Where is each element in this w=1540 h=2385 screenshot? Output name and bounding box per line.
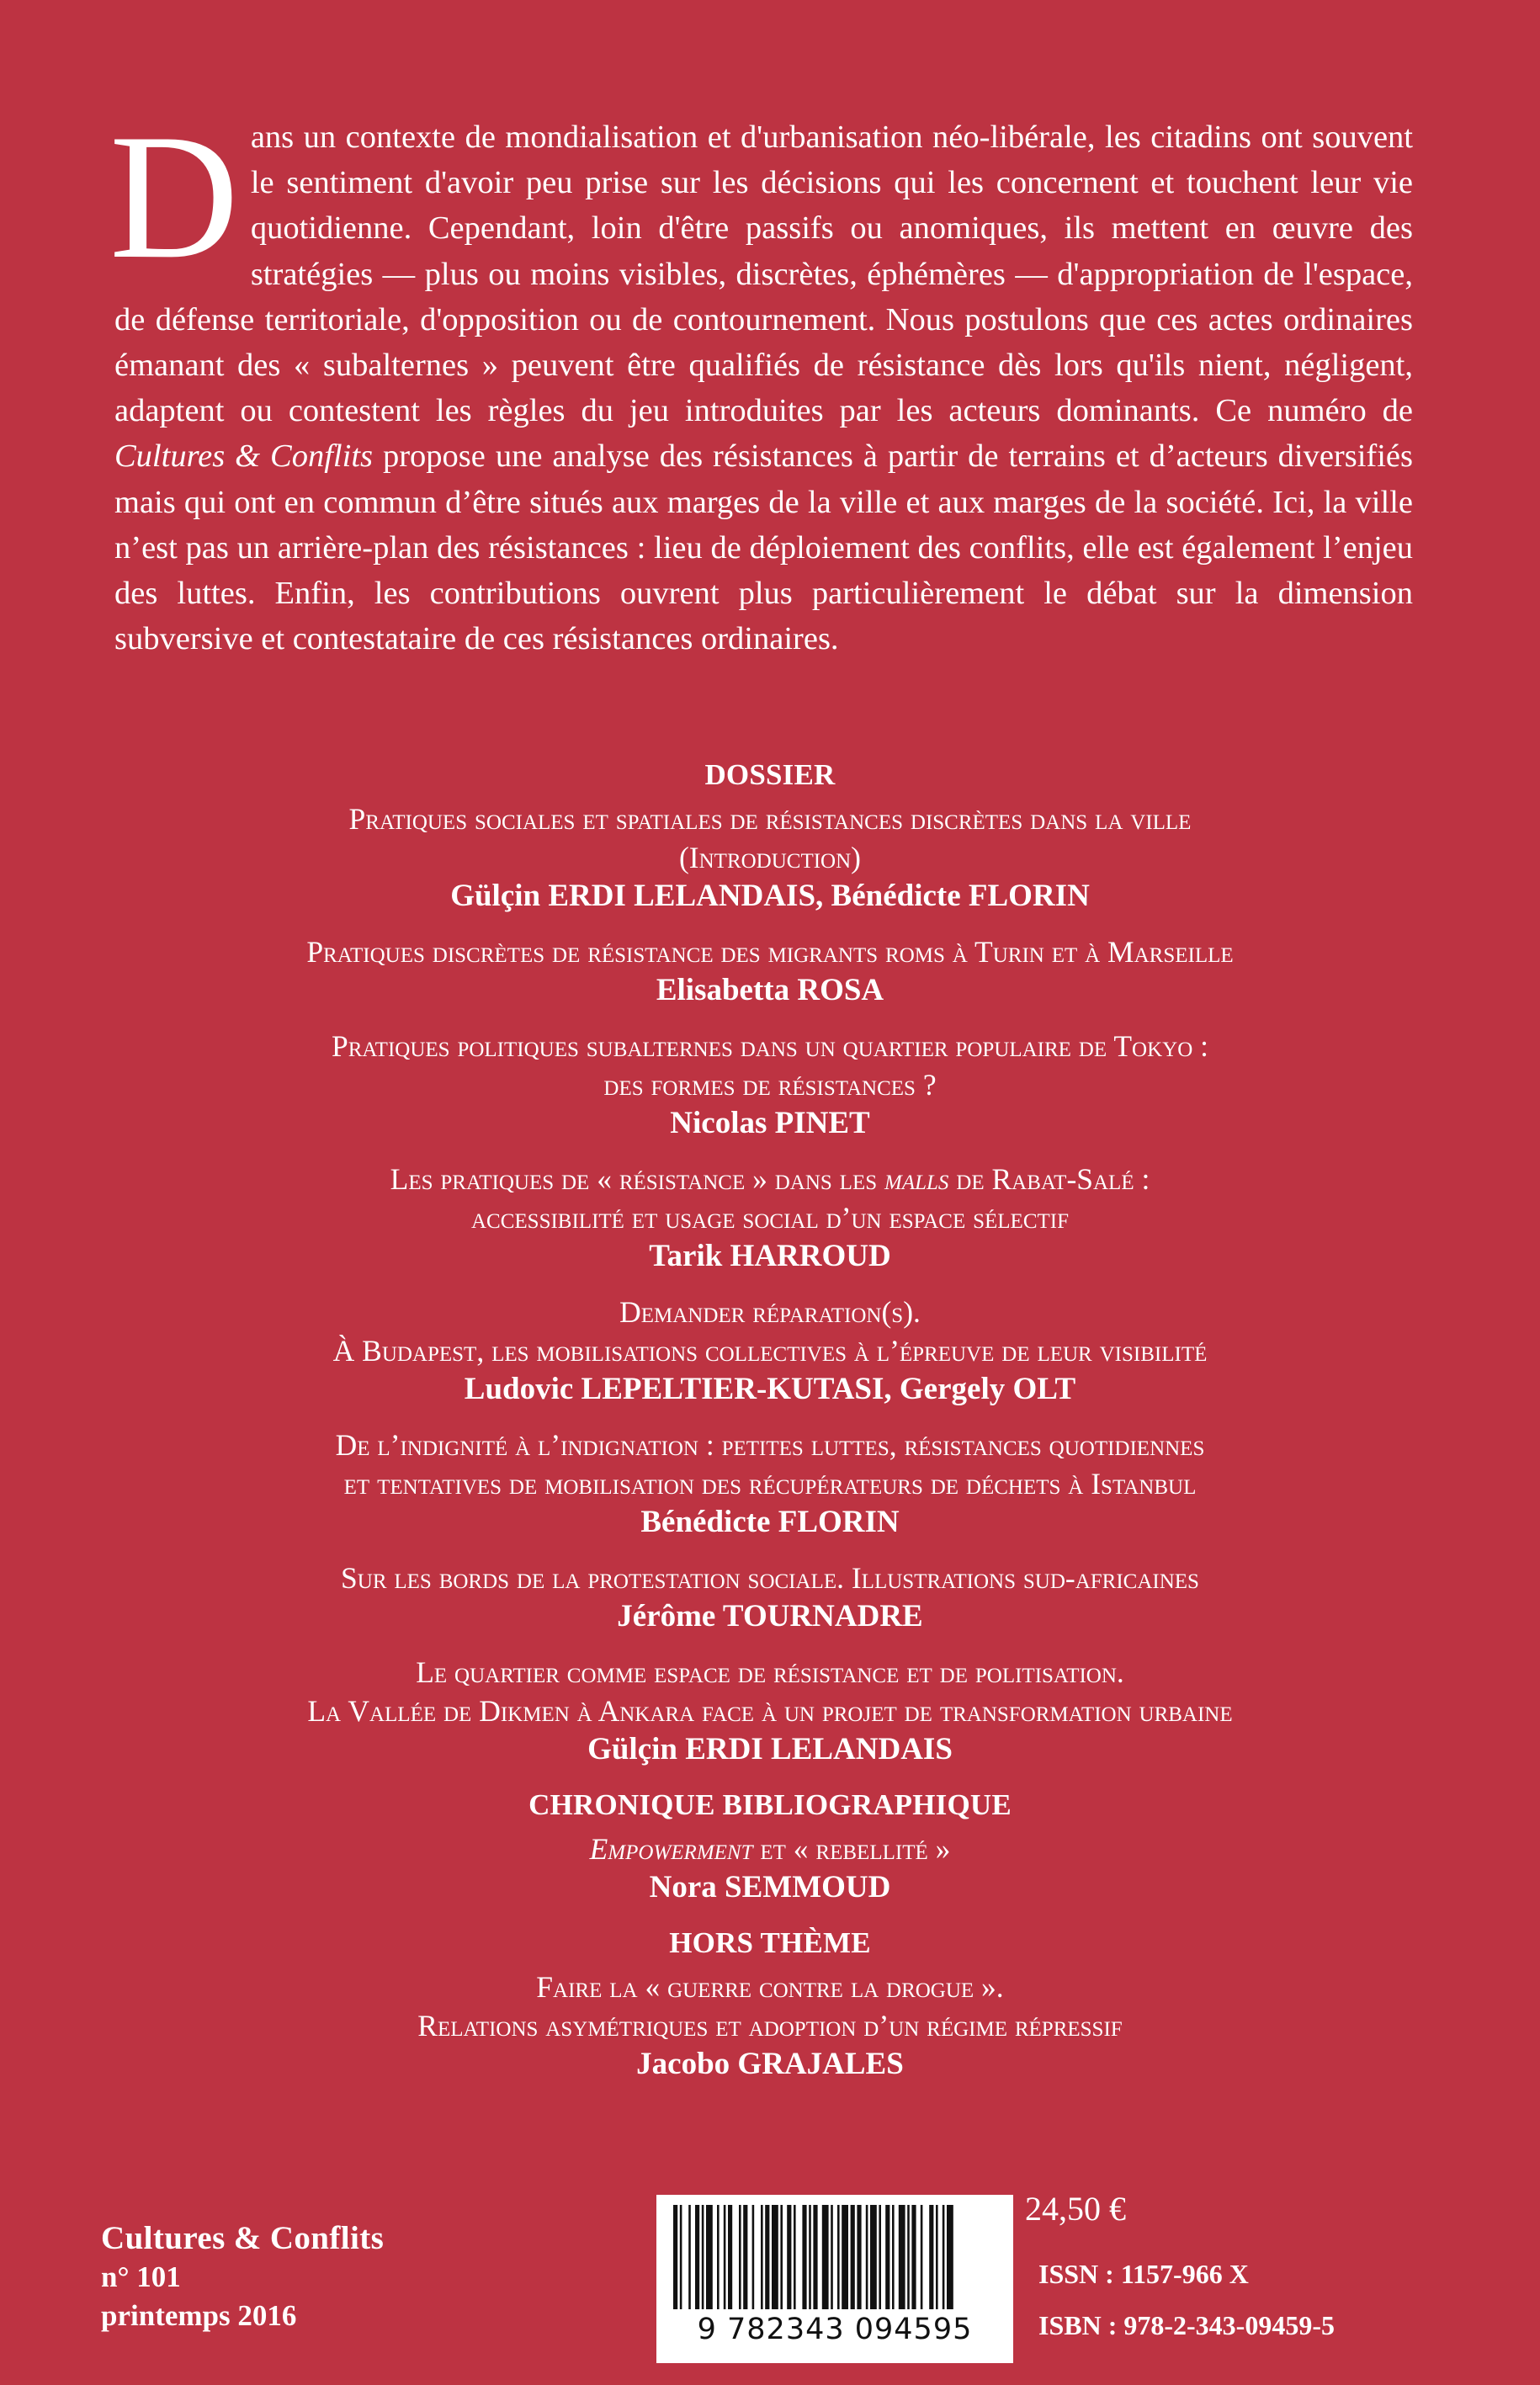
barcode-bar [936, 2205, 938, 2309]
intro-text-part-2: propose une analyse des résistances à partir de terrains et d’acteurs diversifiés mais qui ont en commun d’être situés aux marges de la ville et aux marges de la société. Ici, la ville n’est pas un arrière-plan des résistances : lieu de déploiement des conflits, elle est également l’enjeu des luttes. Enfin, les contributions ouvrent plus particulièrement le débat sur la dimension subversive et contestataire de ces résistances ordinaires. [114, 438, 1414, 657]
entry-author: Nora SEMMOUD [649, 1870, 891, 1904]
entry-title-line: De l’indignité à l’indignation : petites luttes, résistances quotidiennes [335, 1428, 1205, 1462]
barcode-bar [857, 2205, 861, 2309]
barcode-bar [680, 2205, 682, 2309]
entry-title-line: Pratiques sociales et spatiales de résistances discrètes dans la ville [348, 802, 1192, 836]
barcode-bar [879, 2205, 881, 2309]
dossier-entry-5 [101, 1293, 1439, 1409]
barcode-bar [794, 2205, 796, 2309]
dossier-entry-7 [101, 1559, 1439, 1636]
dossier-heading: DOSSIER [704, 758, 836, 791]
hors-theme-heading: HORS THÈME [669, 1926, 871, 1959]
entry-title-line [101, 1160, 1439, 1198]
barcode-bar [802, 2205, 806, 2309]
hors-theme-entry [101, 1968, 1439, 2084]
entry-author: Elisabetta ROSA [656, 973, 884, 1007]
journal-issue: n° 101 [101, 2260, 181, 2293]
barcode-bar [739, 2205, 741, 2309]
barcode-bar [673, 2205, 677, 2309]
entry-title-line: Pratiques politiques subalternes dans un quartier populaire de Tokyo : [331, 1029, 1208, 1063]
entry-title-line: La Vallée de Dikmen à Ankara face à un projet de transformation urbaine [307, 1694, 1233, 1728]
entry-author: Bénédicte FLORIN [640, 1505, 900, 1539]
barcode-bar [765, 2205, 769, 2309]
intro-paragraph [109, 98, 1414, 661]
barcode-bar [752, 2205, 755, 2309]
dossier-entry-4 [101, 1160, 1439, 1276]
entry-author: Gülçin ERDI LELANDAIS, Bénédicte FLORIN [450, 879, 1090, 913]
journal-info [101, 2219, 384, 2335]
barcode-bar [724, 2205, 726, 2309]
barcode-bar [706, 2205, 713, 2309]
barcode-bar [717, 2205, 720, 2309]
barcode-bar [787, 2205, 791, 2309]
entry-title-line: Relations asymétriques et adoption d’un régime répressif [417, 2009, 1123, 2042]
barcode-bar [870, 2205, 877, 2309]
publication-codes [1038, 2249, 1335, 2351]
issn-code: ISSN : 1157-966 X [1038, 2259, 1249, 2289]
barcode-bar [822, 2205, 829, 2309]
entry-author: Nicolas PINET [670, 1106, 870, 1140]
barcode-bar [866, 2205, 868, 2309]
barcode-bar [813, 2205, 817, 2309]
barcode-bar [772, 2205, 778, 2309]
entry-title-line: et tentatives de mobilisation des récupérateurs de déchets à Istanbul [343, 1467, 1197, 1501]
barcode [656, 2195, 1013, 2363]
entry-title-prefix: Les pratiques de « résistance » dans les [390, 1162, 884, 1196]
barcode-bar [695, 2205, 699, 2309]
barcode-bar [837, 2205, 840, 2309]
entry-author: Jérôme TOURNADRE [617, 1599, 923, 1633]
entry-title-line: Demander réparation(s). [619, 1295, 921, 1329]
entry-title-line: Faire la « guerre contre la drogue ». [536, 1970, 1004, 2004]
barcode-digits: 9 782343 094595 [697, 2313, 973, 2346]
barcode-bar [892, 2205, 895, 2309]
dossier-entry-6 [101, 1426, 1439, 1542]
barcode-bar [688, 2205, 691, 2309]
entry-author: Jacobo GRAJALES [636, 2047, 904, 2081]
dossier-entry-3 [101, 1027, 1439, 1143]
entry-title-line: (Introduction) [678, 841, 861, 874]
entry-author: Gülçin ERDI LELANDAIS [587, 1732, 953, 1766]
barcode-bar [809, 2205, 811, 2309]
barcode-bar [743, 2205, 747, 2309]
entry-title-line [101, 1830, 1439, 1868]
price: 24,50 € [1025, 2190, 1126, 2228]
barcode-bar [943, 2205, 945, 2309]
entry-title-line: Le quartier comme espace de résistance et de politisation. [416, 1655, 1124, 1689]
chronique-heading: CHRONIQUE BIBLIOGRAPHIQUE [528, 1788, 1012, 1821]
barcode-bar [780, 2205, 783, 2309]
journal-season: printemps 2016 [101, 2299, 297, 2332]
barcode-bar [761, 2205, 763, 2309]
entry-title-line: des formes de résistances ? [603, 1068, 937, 1102]
dossier-entry-8 [101, 1653, 1439, 1769]
barcode-bar [899, 2205, 905, 2309]
entry-title-line: À Budapest, les mobilisations collectives à l’épreuve de leur visibilité [332, 1334, 1208, 1368]
barcode-bar [702, 2205, 704, 2309]
isbn-code: ISBN : 978-2-343-09459-5 [1038, 2310, 1335, 2340]
chronique-entry [101, 1830, 1439, 1907]
barcode-bar [851, 2205, 855, 2309]
entry-title-suffix: de Rabat-Salé : [948, 1162, 1150, 1196]
journal-title: Cultures & Conflits [101, 2220, 385, 2256]
entry-title-italic: Empowerment [589, 1832, 753, 1866]
barcode-bar [907, 2205, 910, 2309]
entry-author: Ludovic LEPELTIER-KUTASI, Gergely OLT [464, 1372, 1076, 1406]
entry-title-line: accessibilité et usage social d’un espace sélectif [470, 1201, 1070, 1235]
barcode-bar [728, 2205, 732, 2309]
dossier-entry-1 [101, 799, 1439, 916]
barcode-bar [831, 2205, 833, 2309]
barcode-bar [921, 2205, 923, 2309]
barcode-bar [842, 2205, 848, 2309]
intro-text-part-1: ans un contexte de mondialisation et d'urbanisation néo-libérale, les citadins ont souvent le sentiment d'avoir peu prise sur les décisions qui les concernent et touchent leur vie quotidienne. Cependant, loin d'être passifs ou anomiques, ils mettent en œuvre des stratégies — plus ou moins visibles, discrètes, éphémères — d'appropriation de l'espace, de défense territoriale, d'opposition ou de contournement. Nous postulons que ces actes ordinaires émanant des « subalternes » peuvent être qualifiés de résistance dès lors qu'ils nient, négligent, adaptent ou contestent les règles du jeu introduites par les acteurs dominants. Ce numéro de [114, 120, 1413, 429]
dossier-entry-2 [101, 932, 1439, 1010]
barcode-bar [947, 2205, 953, 2309]
intro-journal-name: Cultures & Conflits [114, 438, 374, 475]
entry-title-suffix: et « rebellité » [752, 1832, 951, 1866]
barcode-bar [885, 2205, 889, 2309]
entry-author: Tarik HARROUD [649, 1239, 891, 1273]
entry-title-italic: malls [884, 1162, 949, 1196]
barcode-bars [670, 2205, 1000, 2309]
barcode-bar [929, 2205, 933, 2309]
table-of-contents [101, 756, 1439, 2101]
barcode-bar [911, 2205, 916, 2309]
drop-cap: D [109, 98, 239, 296]
entry-title-line: Sur les bords de la protestation sociale. Illustrations sud-africaines [341, 1561, 1199, 1595]
entry-title-line: Pratiques discrètes de résistance des migrants roms à Turin et à Marseille [306, 935, 1234, 969]
